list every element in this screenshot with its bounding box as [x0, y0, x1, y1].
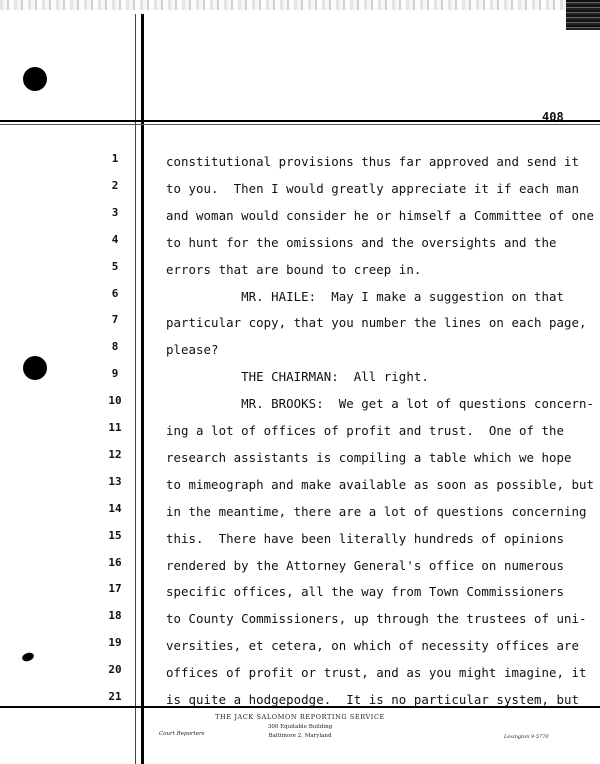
line-number: 12 — [108, 447, 122, 461]
transcript-line: and woman would consider he or himself a Committee of one — [166, 207, 595, 223]
transcript-line: specific offices, all the way from Town Commissioners — [166, 584, 565, 600]
line-number: 21 — [108, 690, 122, 703]
line-number: 6 — [111, 286, 119, 300]
transcript-line: to County Commissioners, up through the trustees of uni- — [166, 611, 587, 627]
binder-hole-middle — [23, 356, 47, 380]
line-number: 10 — [108, 394, 122, 408]
transcript-line: offices of profit or trust, and as you might imagine, it — [166, 665, 587, 681]
transcript-line: please? — [166, 342, 219, 358]
transcript-line: versities, et cetera, on which of necessity offices are — [166, 638, 580, 654]
transcript-line: particular copy, that you number the lines on each page, — [166, 315, 587, 331]
transcript-line: research assistants is compiling a table which we hope — [166, 449, 572, 465]
line-number: 18 — [108, 609, 122, 623]
header-rule-secondary — [0, 124, 600, 125]
line-number: 1 — [111, 152, 119, 165]
line-number: 7 — [111, 313, 119, 327]
transcript-line: is quite a hodgepodge. It is no particular system, but — [166, 692, 580, 707]
line-number: 13 — [108, 474, 122, 488]
transcript-line: errors that are bound to creep in. — [166, 261, 422, 277]
line-number: 15 — [108, 528, 122, 542]
line-number: 17 — [108, 582, 122, 596]
page-number: 408 — [542, 110, 564, 124]
footer-address-line-1: 300 Equitable Building — [267, 724, 333, 730]
margin-rule-thin — [135, 14, 136, 764]
transcript-line: this. There have been literally hundreds of opinions — [166, 530, 565, 546]
transcript-line: to you. Then I would greatly appreciate it if each man — [166, 180, 580, 196]
line-number: 3 — [111, 205, 119, 219]
footer-phone: Lexington 9-5770 — [504, 734, 549, 740]
transcript-line: constitutional provisions thus far approved and send it — [166, 154, 580, 169]
transcript-line: MR. BROOKS: We get a lot of questions concern- — [166, 396, 595, 412]
line-number: 11 — [108, 421, 122, 434]
line-number: 16 — [108, 555, 122, 569]
transcript-line: ing a lot of offices of profit and trust. One of the — [166, 423, 565, 438]
margin-rule — [141, 14, 144, 764]
scan-corner-mark — [566, 0, 600, 30]
binder-hole-top — [23, 67, 47, 91]
transcript-line: to hunt for the omissions and the oversights and the — [166, 234, 557, 250]
line-number: 14 — [108, 501, 122, 515]
transcript-line: THE CHAIRMAN: All right. — [166, 369, 429, 385]
transcript-line: rendered by the Attorney General's office on numerous — [166, 557, 565, 573]
line-number: 4 — [111, 232, 119, 246]
line-number: 19 — [108, 636, 122, 650]
line-number: 9 — [111, 367, 119, 381]
header-rule — [0, 120, 600, 122]
transcript-line: to mimeograph and make available as soon as possible, but — [166, 476, 595, 492]
binder-hole-bottom — [21, 651, 35, 663]
line-number: 2 — [111, 178, 119, 192]
line-number: 20 — [108, 663, 122, 677]
footer-left-label: Court Reporters — [159, 731, 205, 737]
footer-address-line-2: Baltimore 2, Maryland — [268, 733, 332, 739]
line-number: 8 — [111, 340, 119, 354]
scan-noise-band — [0, 0, 600, 10]
transcript-line: in the meantime, there are a lot of questions concerning — [166, 503, 587, 519]
line-number: 5 — [111, 259, 119, 273]
footer-firm-name: THE JACK SALOMON REPORTING SERVICE — [215, 713, 385, 721]
transcript-line: MR. HAILE: May I make a suggestion on that — [166, 288, 565, 304]
